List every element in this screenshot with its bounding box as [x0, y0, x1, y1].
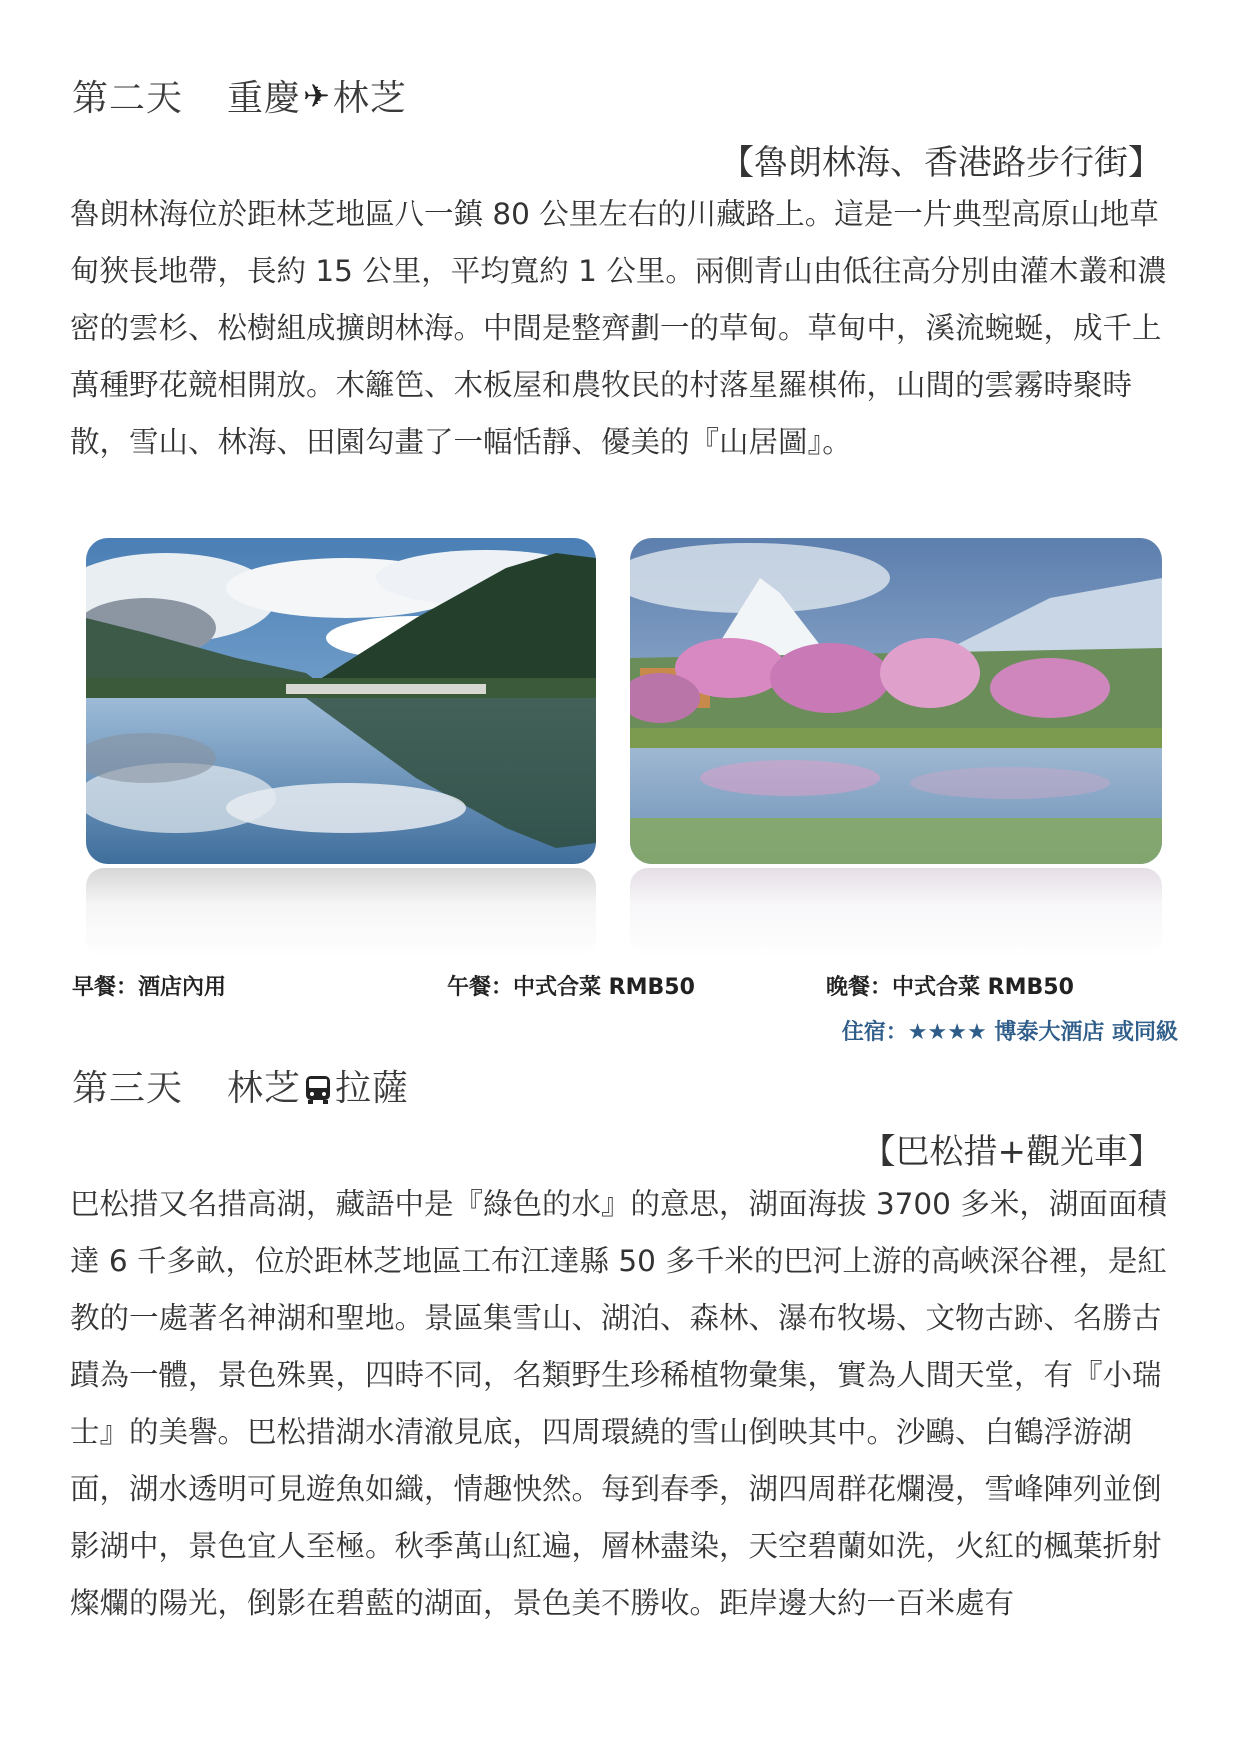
peach-blossom-village-photo	[630, 538, 1162, 864]
lulang-lake-photo	[86, 538, 596, 864]
bus-icon	[305, 1073, 331, 1103]
day2-description: 魯朗林海位於距林芝地區八一鎮 80 公里左右的川藏路上。這是一片典型高原山地草甸狹長地帶，長約 15 公里，平均寬約 1 公里。兩側青山由低往高分別由灌木叢和濃密的雲杉、松樹組成擴朗林海。中間是整齊劃一的草甸。草甸中，溪流蜿蜒，成千上萬種野花競相開放。木籬笆、木板屋和農牧民的村落星羅棋佈，山間的雲霧時聚時散，雪山、林海、田園勾畫了一幅恬靜、優美的『山居圖』。	[70, 197, 1167, 459]
breakfast-info: 早餐：酒店內用	[72, 975, 227, 1000]
day3-route-to: 拉薩	[335, 1068, 410, 1109]
day2-label: 第二天	[72, 78, 184, 119]
day2-title	[72, 70, 407, 121]
day2-route-from: 重慶	[227, 78, 302, 119]
airplane-icon: ✈	[303, 76, 331, 115]
lulang-lake-photo-reflection	[86, 868, 596, 958]
day3-route-from: 林芝	[227, 1068, 302, 1109]
lunch-info: 午餐：中式合菜 RMB50	[447, 975, 695, 1000]
day3-description: 巴松措又名措高湖，藏語中是『綠色的水』的意思，湖面海拔 3700 多米，湖面面積達 6 千多畝，位於距林芝地區工布江達縣 50 多千米的巴河上游的高峽深谷裡，是紅教的一處著名神湖和聖地。景區集雪山、湖泊、森林、瀑布牧場、文物古跡、名勝古蹟為一體，景色殊異，四時不同，名類野生珍稀植物彙集，實為人間天堂，有『小瑞士』的美譽。巴松措湖水清澈見底，四周環繞的雪山倒映其中。沙鷗、白鶴浮游湖面，湖水透明可見遊魚如織，情趣怏然。每到春季，湖四周群花爛漫，雪峰陣列並倒影湖中，景色宜人至極。秋季萬山紅遍，層林盡染，天空碧蘭如洗，火紅的楓葉折射燦爛的陽光，倒影在碧藍的湖面，景色美不勝收。距岸邊大約一百米處有	[70, 1187, 1167, 1620]
day3-label: 第三天	[72, 1068, 184, 1109]
dinner-info: 晚餐：中式合菜 RMB50	[826, 975, 1074, 1000]
day3-section-heading: 【巴松措+觀光車】	[861, 1132, 1162, 1172]
day2-section-heading: 【魯朗林海、香港路步行街】	[720, 143, 1162, 183]
day3-title	[72, 1060, 409, 1111]
peach-blossom-village-photo-reflection	[630, 868, 1162, 958]
day2-route-to: 林芝	[332, 78, 407, 119]
hotel-info: 住宿：★★★★ 博泰大酒店 或同級	[841, 1020, 1178, 1045]
